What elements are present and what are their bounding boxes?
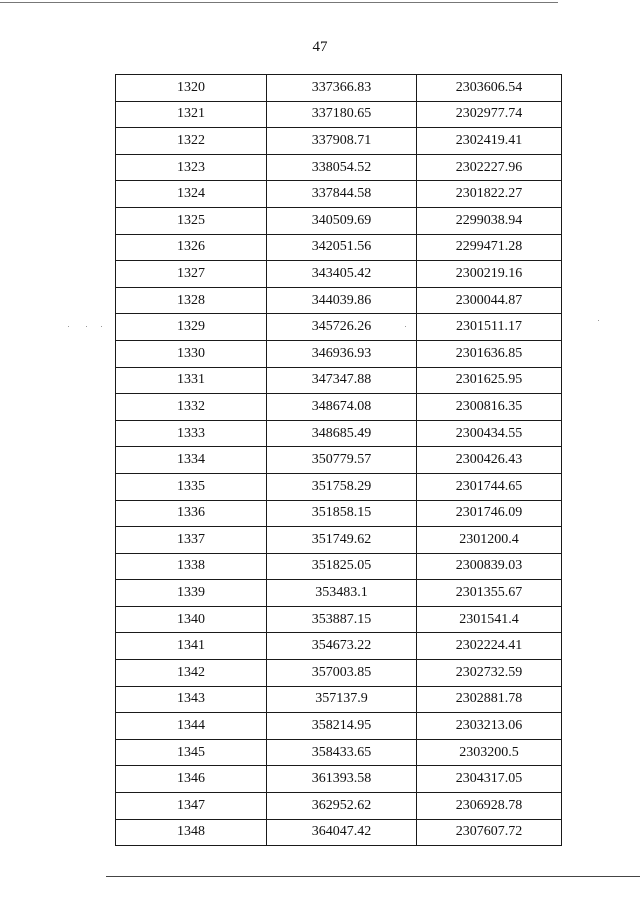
y-coordinate-cell: 2303606.54 xyxy=(417,75,562,102)
table-row xyxy=(116,234,562,261)
x-coordinate-cell: 343405.42 xyxy=(267,261,417,288)
scan-edge-top xyxy=(0,2,558,3)
row-index-cell: 1330 xyxy=(116,340,267,367)
table-row xyxy=(116,75,562,102)
x-coordinate-cell: 338054.52 xyxy=(267,154,417,181)
x-coordinate-cell: 337180.65 xyxy=(267,101,417,128)
row-index-cell: 1325 xyxy=(116,207,267,234)
x-coordinate-cell: 337844.58 xyxy=(267,181,417,208)
table-row xyxy=(116,793,562,820)
table-row xyxy=(116,739,562,766)
coordinate-table xyxy=(115,74,562,846)
x-coordinate-cell: 344039.86 xyxy=(267,287,417,314)
y-coordinate-cell: 2300219.16 xyxy=(417,261,562,288)
row-index-cell: 1333 xyxy=(116,420,267,447)
y-coordinate-cell: 2301625.95 xyxy=(417,367,562,394)
y-coordinate-cell: 2301822.27 xyxy=(417,181,562,208)
y-coordinate-cell: 2302881.78 xyxy=(417,686,562,713)
scan-speck xyxy=(101,326,102,327)
table-row xyxy=(116,500,562,527)
x-coordinate-cell: 337366.83 xyxy=(267,75,417,102)
y-coordinate-cell: 2304317.05 xyxy=(417,766,562,793)
table-row xyxy=(116,527,562,554)
table-row xyxy=(116,713,562,740)
row-index-cell: 1338 xyxy=(116,553,267,580)
y-coordinate-cell: 2301511.17 xyxy=(417,314,562,341)
x-coordinate-cell: 351749.62 xyxy=(267,527,417,554)
row-index-cell: 1345 xyxy=(116,739,267,766)
row-index-cell: 1324 xyxy=(116,181,267,208)
x-coordinate-cell: 350779.57 xyxy=(267,447,417,474)
y-coordinate-cell: 2302732.59 xyxy=(417,660,562,687)
row-index-cell: 1327 xyxy=(116,261,267,288)
table-row xyxy=(116,686,562,713)
table-row xyxy=(116,633,562,660)
x-coordinate-cell: 358433.65 xyxy=(267,739,417,766)
y-coordinate-cell: 2300434.55 xyxy=(417,420,562,447)
x-coordinate-cell: 342051.56 xyxy=(267,234,417,261)
row-index-cell: 1343 xyxy=(116,686,267,713)
table-row xyxy=(116,181,562,208)
x-coordinate-cell: 357003.85 xyxy=(267,660,417,687)
x-coordinate-cell: 345726.26 xyxy=(267,314,417,341)
page-number: 47 xyxy=(312,39,328,55)
x-coordinate-cell: 364047.42 xyxy=(267,819,417,846)
scan-speck xyxy=(68,326,69,327)
coordinate-table-body xyxy=(116,75,562,846)
row-index-cell: 1335 xyxy=(116,473,267,500)
x-coordinate-cell: 358214.95 xyxy=(267,713,417,740)
table-row xyxy=(116,660,562,687)
x-coordinate-cell: 351758.29 xyxy=(267,473,417,500)
x-coordinate-cell: 357137.9 xyxy=(267,686,417,713)
y-coordinate-cell: 2301746.09 xyxy=(417,500,562,527)
y-coordinate-cell: 2301200.4 xyxy=(417,527,562,554)
x-coordinate-cell: 340509.69 xyxy=(267,207,417,234)
scan-edge-bottom xyxy=(106,876,640,877)
row-index-cell: 1328 xyxy=(116,287,267,314)
row-index-cell: 1342 xyxy=(116,660,267,687)
x-coordinate-cell: 337908.71 xyxy=(267,128,417,155)
row-index-cell: 1321 xyxy=(116,101,267,128)
table-row xyxy=(116,447,562,474)
y-coordinate-cell: 2302227.96 xyxy=(417,154,562,181)
y-coordinate-cell: 2299471.28 xyxy=(417,234,562,261)
y-coordinate-cell: 2300816.35 xyxy=(417,394,562,421)
row-index-cell: 1334 xyxy=(116,447,267,474)
table-row xyxy=(116,606,562,633)
x-coordinate-cell: 351858.15 xyxy=(267,500,417,527)
table-row xyxy=(116,261,562,288)
x-coordinate-cell: 351825.05 xyxy=(267,553,417,580)
row-index-cell: 1323 xyxy=(116,154,267,181)
y-coordinate-cell: 2301636.85 xyxy=(417,340,562,367)
row-index-cell: 1322 xyxy=(116,128,267,155)
row-index-cell: 1341 xyxy=(116,633,267,660)
row-index-cell: 1347 xyxy=(116,793,267,820)
table-row xyxy=(116,473,562,500)
y-coordinate-cell: 2303213.06 xyxy=(417,713,562,740)
row-index-cell: 1344 xyxy=(116,713,267,740)
table-row xyxy=(116,207,562,234)
y-coordinate-cell: 2303200.5 xyxy=(417,739,562,766)
table-row xyxy=(116,287,562,314)
row-index-cell: 1339 xyxy=(116,580,267,607)
x-coordinate-cell: 353483.1 xyxy=(267,580,417,607)
table-row xyxy=(116,766,562,793)
scan-speck xyxy=(405,326,406,327)
y-coordinate-cell: 2300044.87 xyxy=(417,287,562,314)
y-coordinate-cell: 2299038.94 xyxy=(417,207,562,234)
scan-speck xyxy=(598,320,599,321)
table-row xyxy=(116,340,562,367)
row-index-cell: 1340 xyxy=(116,606,267,633)
row-index-cell: 1331 xyxy=(116,367,267,394)
scan-speck xyxy=(86,326,87,327)
y-coordinate-cell: 2302977.74 xyxy=(417,101,562,128)
y-coordinate-cell: 2301355.67 xyxy=(417,580,562,607)
x-coordinate-cell: 362952.62 xyxy=(267,793,417,820)
table-row xyxy=(116,553,562,580)
y-coordinate-cell: 2300839.03 xyxy=(417,553,562,580)
x-coordinate-cell: 361393.58 xyxy=(267,766,417,793)
row-index-cell: 1337 xyxy=(116,527,267,554)
row-index-cell: 1346 xyxy=(116,766,267,793)
table-row xyxy=(116,154,562,181)
table-row xyxy=(116,580,562,607)
row-index-cell: 1320 xyxy=(116,75,267,102)
x-coordinate-cell: 347347.88 xyxy=(267,367,417,394)
table-row xyxy=(116,128,562,155)
table-row xyxy=(116,394,562,421)
y-coordinate-cell: 2300426.43 xyxy=(417,447,562,474)
x-coordinate-cell: 353887.15 xyxy=(267,606,417,633)
y-coordinate-cell: 2306928.78 xyxy=(417,793,562,820)
x-coordinate-cell: 348674.08 xyxy=(267,394,417,421)
x-coordinate-cell: 346936.93 xyxy=(267,340,417,367)
table-row xyxy=(116,819,562,846)
table-row xyxy=(116,367,562,394)
table-row xyxy=(116,101,562,128)
y-coordinate-cell: 2302419.41 xyxy=(417,128,562,155)
row-index-cell: 1332 xyxy=(116,394,267,421)
row-index-cell: 1336 xyxy=(116,500,267,527)
row-index-cell: 1326 xyxy=(116,234,267,261)
y-coordinate-cell: 2307607.72 xyxy=(417,819,562,846)
row-index-cell: 1329 xyxy=(116,314,267,341)
x-coordinate-cell: 348685.49 xyxy=(267,420,417,447)
y-coordinate-cell: 2302224.41 xyxy=(417,633,562,660)
row-index-cell: 1348 xyxy=(116,819,267,846)
table-row xyxy=(116,314,562,341)
table-row xyxy=(116,420,562,447)
x-coordinate-cell: 354673.22 xyxy=(267,633,417,660)
y-coordinate-cell: 2301744.65 xyxy=(417,473,562,500)
y-coordinate-cell: 2301541.4 xyxy=(417,606,562,633)
